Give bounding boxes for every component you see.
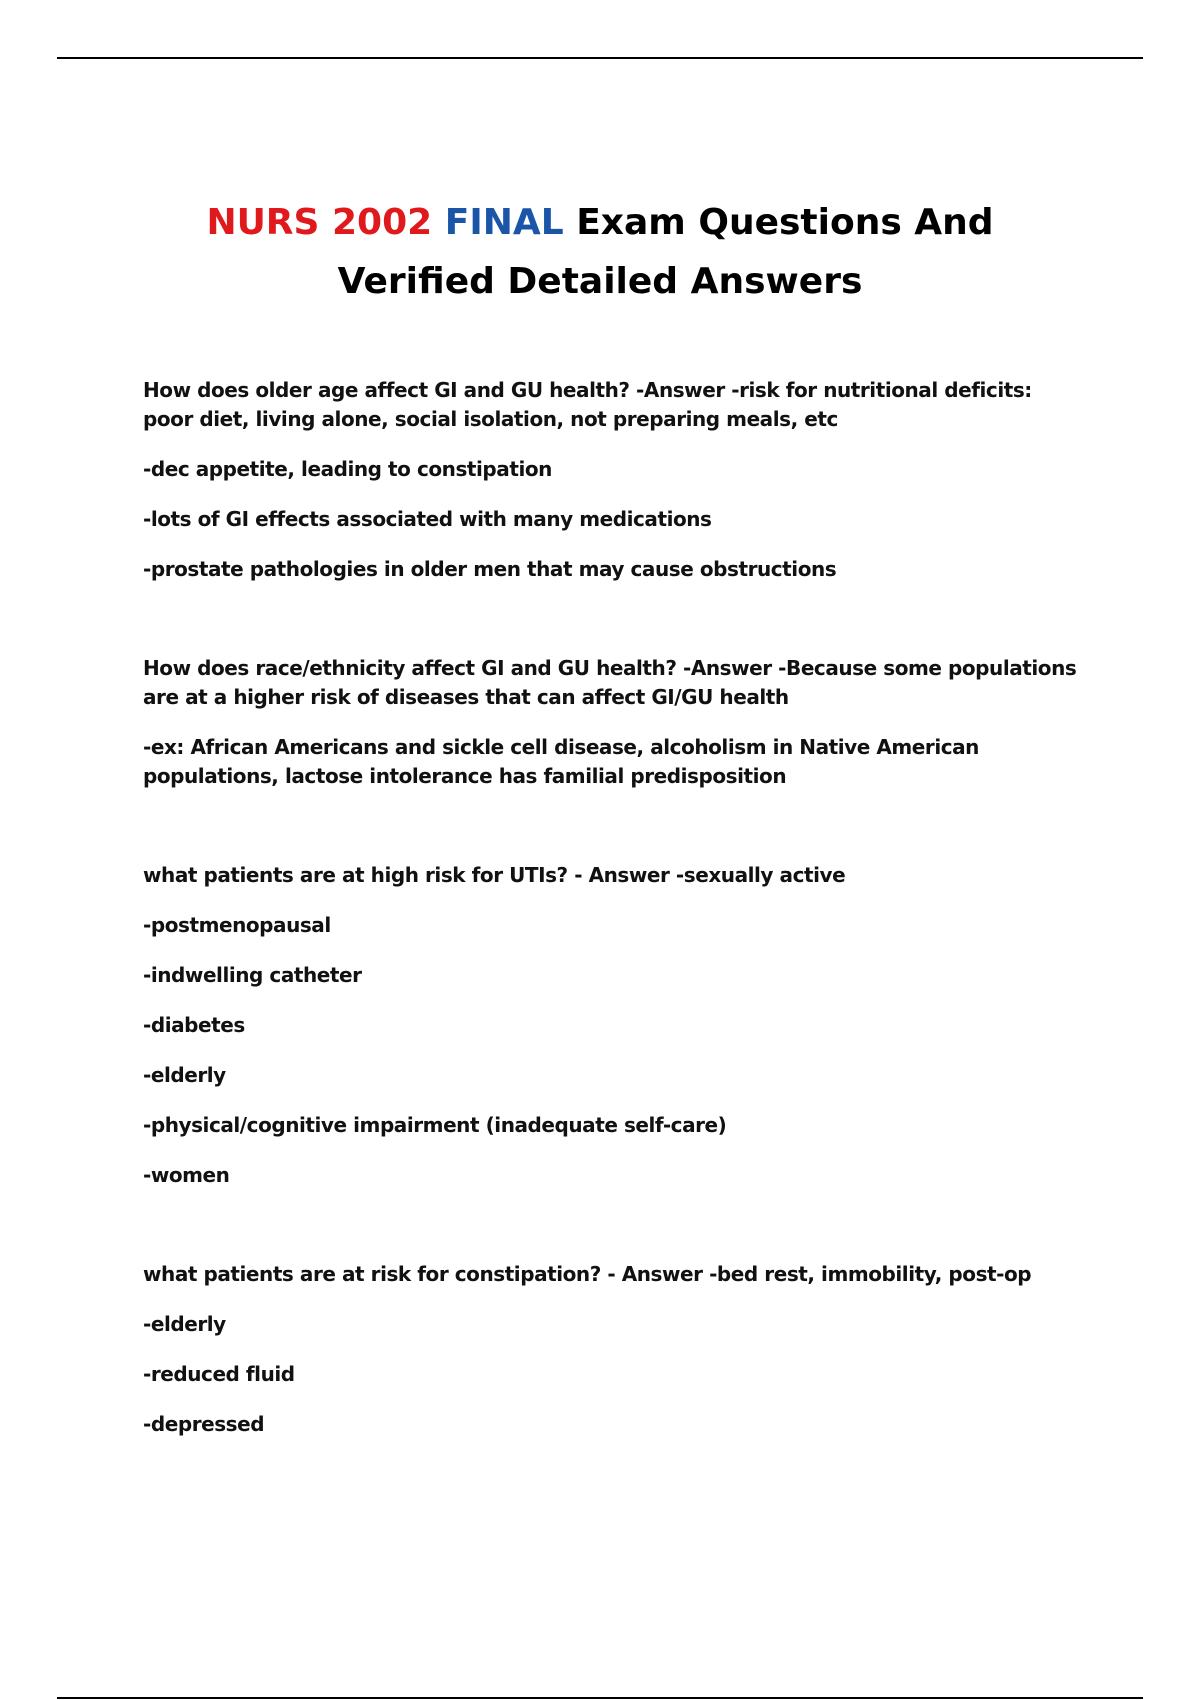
title-final: FINAL (444, 202, 564, 243)
qa-point: -women (143, 1163, 230, 1187)
qa-question: what patients are at risk for constipation? - Answer -bed rest, immobility, post-op (143, 1262, 1032, 1286)
qa-point: -physical/cognitive impairment (inadequate self-care) (143, 1113, 727, 1137)
qa-point: -reduced fluid (143, 1362, 295, 1386)
qa-block (143, 861, 1083, 1190)
qa-content (143, 376, 1083, 1509)
footer-rule (57, 1697, 1143, 1699)
qa-question: what patients are at high risk for UTIs? - Answer -sexually active (143, 863, 846, 887)
qa-question: How does race/ethnicity affect GI and GU health? -Answer -Because some populations are at a higher risk of diseases that can affect GI/GU health (143, 656, 1077, 709)
qa-point: -prostate pathologies in older men that may cause obstructions (143, 557, 837, 581)
qa-point: -elderly (143, 1312, 226, 1336)
qa-point: -elderly (143, 1063, 226, 1087)
qa-point: -depressed (143, 1412, 265, 1436)
qa-point: -lots of GI effects associated with many medications (143, 507, 712, 531)
qa-point: -indwelling catheter (143, 963, 362, 987)
qa-block (143, 376, 1083, 584)
qa-point: -diabetes (143, 1013, 245, 1037)
header-rule (57, 57, 1143, 59)
qa-point: -dec appetite, leading to constipation (143, 457, 552, 481)
title-rest: Exam Questions And (576, 202, 994, 243)
qa-point: -ex: African Americans and sickle cell disease, alcoholism in Native American populations, lactose intolerance has familial predisposition (143, 735, 979, 788)
qa-point: -postmenopausal (143, 913, 331, 937)
title-course-code: NURS 2002 (206, 202, 433, 243)
document-title (60, 193, 1140, 311)
qa-block (143, 1260, 1083, 1439)
qa-block (143, 654, 1083, 791)
qa-question: How does older age affect GI and GU health? -Answer -risk for nutritional deficits: poor diet, living alone, social isolation, not preparing meals, etc (143, 378, 1032, 431)
title-line2: Verified Detailed Answers (337, 261, 863, 302)
